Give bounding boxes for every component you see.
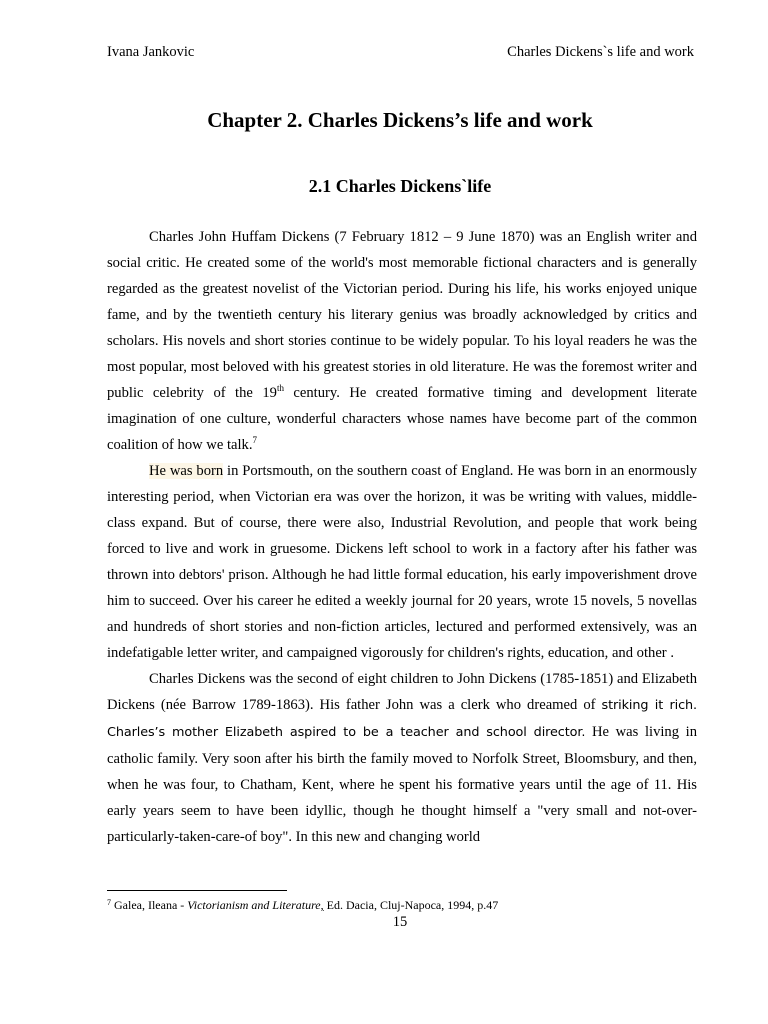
body-text (107, 224, 697, 850)
page-number: 15 (392, 914, 408, 930)
page-header (107, 44, 694, 64)
section-title: 2.1 Charles Dickens`life (308, 176, 492, 196)
footnote-ref[interactable]: 7 (252, 435, 257, 445)
footnote-divider (107, 890, 287, 891)
superscript-th: th (276, 383, 284, 393)
highlighted-text: He was born (149, 463, 224, 479)
footnote-publication: Ed. Dacia, Cluj-Napoca, 1994, p.47 (323, 898, 499, 912)
paragraph-3-text: Charles Dickens was the second of eight children to John Dickens (1785-1851) and Elizabeth Dickens (née Barrow 1789-1863). His father John was a clerk who dreamed of (107, 671, 697, 713)
paragraph-3-sans-fragment: striking it rich. Charles’s mother Elizabeth aspired to be a teacher and school director. (107, 698, 697, 740)
paragraph-1-text-cont: century. He created formative timing and development literate imagination of one culture, wonderful characters whose names have become part of the common coalition of how we talk. (107, 385, 697, 453)
chapter-title: Chapter 2. Charles Dickens’s life and work (207, 108, 593, 132)
footnote-author: Galea, Ileana - (111, 898, 188, 912)
paragraph-2-text: in Portsmouth, on the southern coast of England. He was born in an enormously interesting period, when Victorian era was over the horizon, it was be writing with values, middle-class expand. But of course, there were also, Industrial Revolution, and people that work being forced to live and work in gruesome. Dickens left school to work in a factory after his father was thrown into debtors' prison. Although he had little formal education, his early impoverishment drove him to succeed. Over his career he edited a weekly journal for 20 years, wrote 15 novels, 5 novellas and hundreds of short stories and non-fiction articles, lectured and performed extensively, was an indefatigable letter writer, and campaigned vigorously for children's rights, education, and other . (107, 463, 697, 661)
footnote (107, 898, 707, 913)
footnote-comma: , (320, 898, 324, 912)
footnote-number: 7 (107, 898, 111, 907)
footnote-title: Victorianism and Literature (187, 898, 321, 912)
paragraph-3-text-cont: He was living in catholic family. Very soon after his birth the family moved to Norfolk Street, Bloomsbury, and then, when he was four, to Chatham, Kent, where he spent his formative years until the age of 11. His early years seem to have been idyllic, though he thought himself a "very small and not-over-particularly-taken-care-of boy". In this new and changing world (107, 724, 698, 845)
header-author: Ivana Jankovic (107, 44, 195, 60)
paragraph-1-text: Charles John Huffam Dickens (7 February 1812 – 9 June 1870) was an English writer and social critic. He created some of the world's most memorable fictional characters and is generally regarded as the greatest novelist of the Victorian period. During his life, his works enjoyed unique fame, and by the twentieth century his literary genius was broadly acknowledged by critics and scholars. His novels and short stories continue to be widely popular. To his loyal readers he was the most popular, most beloved with his greatest stories in old literature. He was the foremost writer and public celebrity of the 19 (107, 229, 697, 401)
paragraph-3 (107, 666, 697, 850)
paragraph-1 (107, 224, 697, 458)
paragraph-2 (107, 458, 697, 666)
header-running-title: Charles Dickens`s life and work (507, 44, 694, 60)
